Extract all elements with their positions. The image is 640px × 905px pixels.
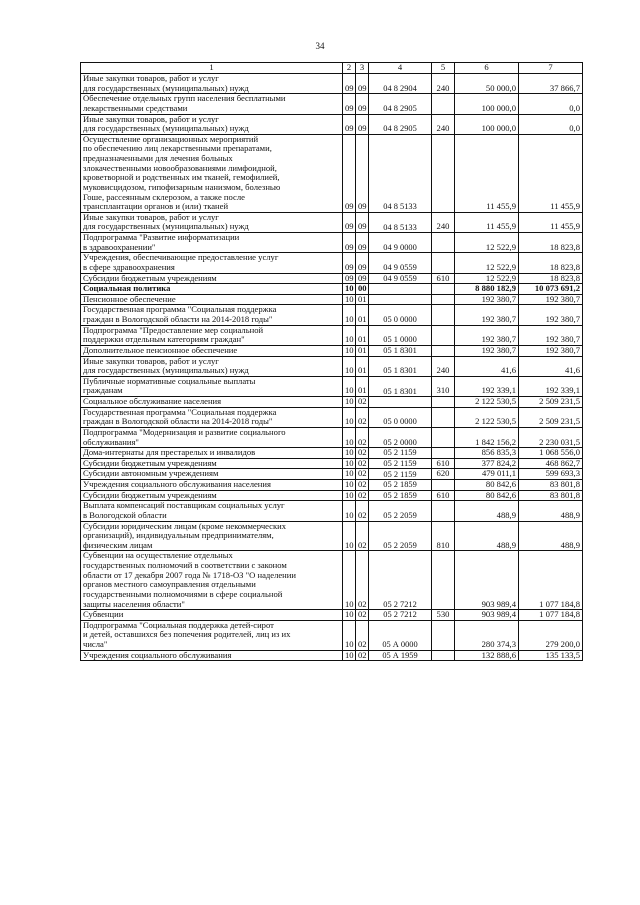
amount-2016: 18 823,8 <box>519 233 583 253</box>
subsection-code: 01 <box>356 345 369 356</box>
table-row <box>81 469 583 480</box>
expense-type-code <box>432 551 455 610</box>
subsection-code: 01 <box>356 325 369 345</box>
expense-type-code: 240 <box>432 74 455 94</box>
subsection-code: 02 <box>356 490 369 501</box>
table-row <box>81 610 583 621</box>
expense-type-code: 240 <box>432 114 455 134</box>
amount-2015: 41,6 <box>455 356 519 376</box>
table-row <box>81 305 583 325</box>
amount-2015: 11 455,9 <box>455 212 519 232</box>
amount-2015: 50 000,0 <box>455 74 519 94</box>
target-article-code: 05 2 1159 <box>369 469 432 480</box>
amount-2016: 37 866,7 <box>519 74 583 94</box>
subsection-code: 02 <box>356 650 369 661</box>
subsection-code: 09 <box>356 212 369 232</box>
row-name: Субвенции <box>81 610 343 621</box>
amount-2015: 192 339,1 <box>455 376 519 396</box>
row-name: Иные закупки товаров, работ и услуг для государственных (муниципальных) нужд <box>81 356 343 376</box>
expense-type-code <box>432 134 455 212</box>
target-article-code: 05 2 7212 <box>369 610 432 621</box>
table-row <box>81 114 583 134</box>
subsection-code: 01 <box>356 294 369 305</box>
amount-2016: 83 801,8 <box>519 480 583 491</box>
target-article-code: 05 0 0000 <box>369 407 432 427</box>
expense-type-code <box>432 253 455 273</box>
amount-2016: 192 380,7 <box>519 345 583 356</box>
table-row <box>81 273 583 284</box>
target-article-code: 04 8 5133 <box>369 134 432 212</box>
section-code: 09 <box>343 94 356 114</box>
section-code: 09 <box>343 253 356 273</box>
table-row <box>81 345 583 356</box>
amount-2015: 12 522,9 <box>455 273 519 284</box>
target-article-code: 05 1 8301 <box>369 356 432 376</box>
amount-2015: 80 842,6 <box>455 480 519 491</box>
amount-2016: 1 077 184,8 <box>519 551 583 610</box>
section-code: 10 <box>343 284 356 295</box>
table-row <box>81 458 583 469</box>
row-name: Социальное обслуживание населения <box>81 397 343 408</box>
section-code: 10 <box>343 397 356 408</box>
section-code: 10 <box>343 448 356 459</box>
target-article-code: 05 2 1159 <box>369 448 432 459</box>
row-name: Субсидии автономным учреждениям <box>81 469 343 480</box>
row-name: Иные закупки товаров, работ и услуг для государственных (муниципальных) нужд <box>81 114 343 134</box>
expense-type-code: 620 <box>432 469 455 480</box>
amount-2016: 83 801,8 <box>519 490 583 501</box>
target-article-code: 05 2 7212 <box>369 551 432 610</box>
row-name: Субсидии бюджетным учреждениям <box>81 490 343 501</box>
subsection-code: 02 <box>356 620 369 650</box>
amount-2016: 488,9 <box>519 501 583 521</box>
row-name: Подпрограмма "Модернизация и развитие социального обслуживания" <box>81 427 343 447</box>
amount-2016: 135 133,5 <box>519 650 583 661</box>
expense-type-code: 240 <box>432 356 455 376</box>
table-row <box>81 397 583 408</box>
section-code: 10 <box>343 294 356 305</box>
amount-2015: 2 122 530,5 <box>455 397 519 408</box>
subsection-code: 02 <box>356 521 369 551</box>
expense-type-code: 530 <box>432 610 455 621</box>
section-code: 09 <box>343 273 356 284</box>
section-code: 10 <box>343 620 356 650</box>
subsection-code: 09 <box>356 273 369 284</box>
expense-type-code <box>432 427 455 447</box>
table-row <box>81 427 583 447</box>
expense-type-code: 310 <box>432 376 455 396</box>
amount-2016: 1 068 556,0 <box>519 448 583 459</box>
target-article-code: 05 А 0000 <box>369 620 432 650</box>
section-code: 09 <box>343 212 356 232</box>
amount-2015: 377 824,2 <box>455 458 519 469</box>
amount-2015: 192 380,7 <box>455 305 519 325</box>
subsection-code: 02 <box>356 610 369 621</box>
section-code: 10 <box>343 650 356 661</box>
section-code: 10 <box>343 345 356 356</box>
expense-type-code <box>432 284 455 295</box>
target-article-code: 05 0 0000 <box>369 305 432 325</box>
row-name: Иные закупки товаров, работ и услуг для государственных (муниципальных) нужд <box>81 212 343 232</box>
row-name: Иные закупки товаров, работ и услуг для государственных (муниципальных) нужд <box>81 74 343 94</box>
amount-2015: 12 522,9 <box>455 233 519 253</box>
subsection-code: 02 <box>356 407 369 427</box>
subsection-code: 09 <box>356 114 369 134</box>
expense-type-code <box>432 397 455 408</box>
amount-2016: 41,6 <box>519 356 583 376</box>
table-row <box>81 376 583 396</box>
subsection-code: 02 <box>356 397 369 408</box>
table-row <box>81 501 583 521</box>
row-name: Дополнительное пенсионное обеспечение <box>81 345 343 356</box>
target-article-code: 05 1 8301 <box>369 345 432 356</box>
amount-2016: 1 077 184,8 <box>519 610 583 621</box>
row-name: Социальная политика <box>81 284 343 295</box>
target-article-code: 05 2 1159 <box>369 458 432 469</box>
expense-type-code <box>432 233 455 253</box>
header-cell: 1 <box>81 63 343 74</box>
target-article-code: 04 8 5133 <box>369 212 432 232</box>
expense-type-code <box>432 480 455 491</box>
target-article-code: 05 1 0000 <box>369 325 432 345</box>
row-name: Государственная программа "Социальная поддержка граждан в Вологодской области на 2014-2018 годы" <box>81 305 343 325</box>
amount-2016: 192 380,7 <box>519 325 583 345</box>
amount-2016: 11 455,9 <box>519 212 583 232</box>
table-row <box>81 407 583 427</box>
expense-type-code: 610 <box>432 273 455 284</box>
section-code: 09 <box>343 233 356 253</box>
amount-2016: 192 339,1 <box>519 376 583 396</box>
table-row <box>81 551 583 610</box>
section-code: 10 <box>343 376 356 396</box>
section-code: 09 <box>343 114 356 134</box>
target-article-code: 04 9 0559 <box>369 273 432 284</box>
table-row <box>81 521 583 551</box>
amount-2016: 468 862,7 <box>519 458 583 469</box>
subsection-code: 00 <box>356 284 369 295</box>
table-row <box>81 94 583 114</box>
table-row <box>81 74 583 94</box>
expense-type-code <box>432 620 455 650</box>
amount-2015: 8 880 182,9 <box>455 284 519 295</box>
amount-2015: 903 989,4 <box>455 610 519 621</box>
expense-type-code <box>432 448 455 459</box>
row-name: Субсидии бюджетным учреждениям <box>81 458 343 469</box>
amount-2016: 0,0 <box>519 94 583 114</box>
row-name: Подпрограмма "Социальная поддержка детей-сирот и детей, оставшихся без попечения родителей, лиц из их числа" <box>81 620 343 650</box>
amount-2015: 132 888,6 <box>455 650 519 661</box>
amount-2015: 2 122 530,5 <box>455 407 519 427</box>
table-row <box>81 134 583 212</box>
section-code: 09 <box>343 134 356 212</box>
target-article-code: 05 2 0000 <box>369 427 432 447</box>
section-code: 10 <box>343 521 356 551</box>
section-code: 10 <box>343 469 356 480</box>
section-code: 10 <box>343 490 356 501</box>
table-row <box>81 325 583 345</box>
subsection-code: 09 <box>356 94 369 114</box>
target-article-code: 04 8 2904 <box>369 74 432 94</box>
target-article-code: 05 2 2059 <box>369 521 432 551</box>
header-cell: 7 <box>519 63 583 74</box>
table-row <box>81 284 583 295</box>
table-row <box>81 294 583 305</box>
subsection-code: 01 <box>356 356 369 376</box>
header-cell: 5 <box>432 63 455 74</box>
row-name: Субсидии бюджетным учреждениям <box>81 273 343 284</box>
target-article-code: 04 8 2905 <box>369 94 432 114</box>
table-row <box>81 356 583 376</box>
section-code: 10 <box>343 325 356 345</box>
target-article-code: 05 2 1859 <box>369 480 432 491</box>
subsection-code: 02 <box>356 448 369 459</box>
row-name: Учреждения социального обслуживания населения <box>81 480 343 491</box>
subsection-code: 02 <box>356 551 369 610</box>
expense-type-code: 610 <box>432 490 455 501</box>
amount-2016: 599 693,3 <box>519 469 583 480</box>
subsection-code: 02 <box>356 458 369 469</box>
subsection-code: 02 <box>356 480 369 491</box>
amount-2016: 488,9 <box>519 521 583 551</box>
row-name: Пенсионное обеспечение <box>81 294 343 305</box>
section-code: 09 <box>343 74 356 94</box>
amount-2016: 0,0 <box>519 114 583 134</box>
amount-2015: 903 989,4 <box>455 551 519 610</box>
amount-2016: 2 509 231,5 <box>519 397 583 408</box>
row-name: Выплата компенсаций поставщикам социальных услуг в Вологодской области <box>81 501 343 521</box>
amount-2016: 2 509 231,5 <box>519 407 583 427</box>
page-number: 34 <box>315 41 325 51</box>
target-article-code: 05 1 8301 <box>369 376 432 396</box>
target-article-code: 04 9 0559 <box>369 253 432 273</box>
header-cell: 3 <box>356 63 369 74</box>
expense-type-code <box>432 407 455 427</box>
table-row <box>81 490 583 501</box>
expense-type-code <box>432 294 455 305</box>
header-cell: 6 <box>455 63 519 74</box>
amount-2015: 856 835,3 <box>455 448 519 459</box>
amount-2015: 192 380,7 <box>455 345 519 356</box>
table-row <box>81 650 583 661</box>
amount-2015: 280 374,3 <box>455 620 519 650</box>
amount-2016: 10 073 691,2 <box>519 284 583 295</box>
subsection-code: 09 <box>356 74 369 94</box>
expense-type-code <box>432 650 455 661</box>
table-row <box>81 480 583 491</box>
row-name: Публичные нормативные социальные выплаты гражданам <box>81 376 343 396</box>
expense-type-code: 610 <box>432 458 455 469</box>
section-code: 10 <box>343 427 356 447</box>
target-article-code: 05 2 1859 <box>369 490 432 501</box>
amount-2015: 192 380,7 <box>455 294 519 305</box>
amount-2015: 12 522,9 <box>455 253 519 273</box>
amount-2015: 1 842 156,2 <box>455 427 519 447</box>
table-row <box>81 253 583 273</box>
amount-2016: 192 380,7 <box>519 305 583 325</box>
amount-2015: 80 842,6 <box>455 490 519 501</box>
section-code: 10 <box>343 480 356 491</box>
row-name: Учреждения социального обслуживания <box>81 650 343 661</box>
row-name: Подпрограмма "Развитие информатизации в здравоохранении" <box>81 233 343 253</box>
section-code: 10 <box>343 551 356 610</box>
subsection-code: 01 <box>356 305 369 325</box>
expense-type-code <box>432 94 455 114</box>
section-code: 10 <box>343 458 356 469</box>
subsection-code: 02 <box>356 501 369 521</box>
subsection-code: 02 <box>356 427 369 447</box>
amount-2016: 18 823,8 <box>519 253 583 273</box>
section-code: 10 <box>343 356 356 376</box>
amount-2016: 279 200,0 <box>519 620 583 650</box>
target-article-code <box>369 397 432 408</box>
header-row <box>81 63 583 74</box>
expense-type-code <box>432 501 455 521</box>
row-name: Государственная программа "Социальная поддержка граждан в Вологодской области на 2014-2018 годы" <box>81 407 343 427</box>
row-name: Подпрограмма "Предоставление мер социальной поддержки отдельным категориям граждан" <box>81 325 343 345</box>
section-code: 10 <box>343 610 356 621</box>
subsection-code: 09 <box>356 253 369 273</box>
row-name: Обеспечение отдельных групп населения бесплатными лекарственными средствами <box>81 94 343 114</box>
amount-2015: 100 000,0 <box>455 94 519 114</box>
amount-2015: 488,9 <box>455 501 519 521</box>
amount-2016: 18 823,8 <box>519 273 583 284</box>
row-name: Субвенции на осуществление отдельных государственных полномочий в соответствии с законом области от 17 декабря 2007 года № 1718-ОЗ "О наделении органов местного самоуправления отдельными государственными полномочиями в сфере социальной защиты населения области" <box>81 551 343 610</box>
table-row <box>81 233 583 253</box>
expense-type-code <box>432 345 455 356</box>
amount-2015: 11 455,9 <box>455 134 519 212</box>
subsection-code: 01 <box>356 376 369 396</box>
amount-2015: 479 011,1 <box>455 469 519 480</box>
amount-2015: 100 000,0 <box>455 114 519 134</box>
header-cell: 4 <box>369 63 432 74</box>
section-code: 10 <box>343 305 356 325</box>
target-article-code <box>369 284 432 295</box>
subsection-code: 09 <box>356 134 369 212</box>
subsection-code: 09 <box>356 233 369 253</box>
amount-2016: 192 380,7 <box>519 294 583 305</box>
expense-type-code: 810 <box>432 521 455 551</box>
amount-2016: 2 230 031,5 <box>519 427 583 447</box>
row-name: Субсидии юридическим лицам (кроме некоммерческих организаций), индивидуальным предпринимателям, физическим лицам <box>81 521 343 551</box>
expense-type-code: 240 <box>432 212 455 232</box>
target-article-code: 04 9 0000 <box>369 233 432 253</box>
amount-2015: 488,9 <box>455 521 519 551</box>
row-name: Дома-интернаты для престарелых и инвалидов <box>81 448 343 459</box>
section-code: 10 <box>343 501 356 521</box>
section-code: 10 <box>343 407 356 427</box>
target-article-code: 04 8 2905 <box>369 114 432 134</box>
subsection-code: 02 <box>356 469 369 480</box>
amount-2016: 11 455,9 <box>519 134 583 212</box>
target-article-code: 05 А 1959 <box>369 650 432 661</box>
budget-table <box>80 62 583 661</box>
target-article-code <box>369 294 432 305</box>
expense-type-code <box>432 325 455 345</box>
header-cell: 2 <box>343 63 356 74</box>
table-row <box>81 448 583 459</box>
row-name: Осуществление организационных мероприятий по обеспечению лиц лекарственными препаратами, предназначенными для лечения больных злокачественными новообразованиями лимфоидной, кроветворной и родственных им тканей, гемофилией, муковисцидозом, гипофизарным нанизмом, болезнью Гоше, рассеянным склерозом, а также после трансплантации органов и (или) тканей <box>81 134 343 212</box>
amount-2015: 192 380,7 <box>455 325 519 345</box>
expense-type-code <box>432 305 455 325</box>
target-article-code: 05 2 2059 <box>369 501 432 521</box>
row-name: Учреждения, обеспечивающие предоставление услуг в сфере здравоохранения <box>81 253 343 273</box>
table-row <box>81 620 583 650</box>
table-row <box>81 212 583 232</box>
